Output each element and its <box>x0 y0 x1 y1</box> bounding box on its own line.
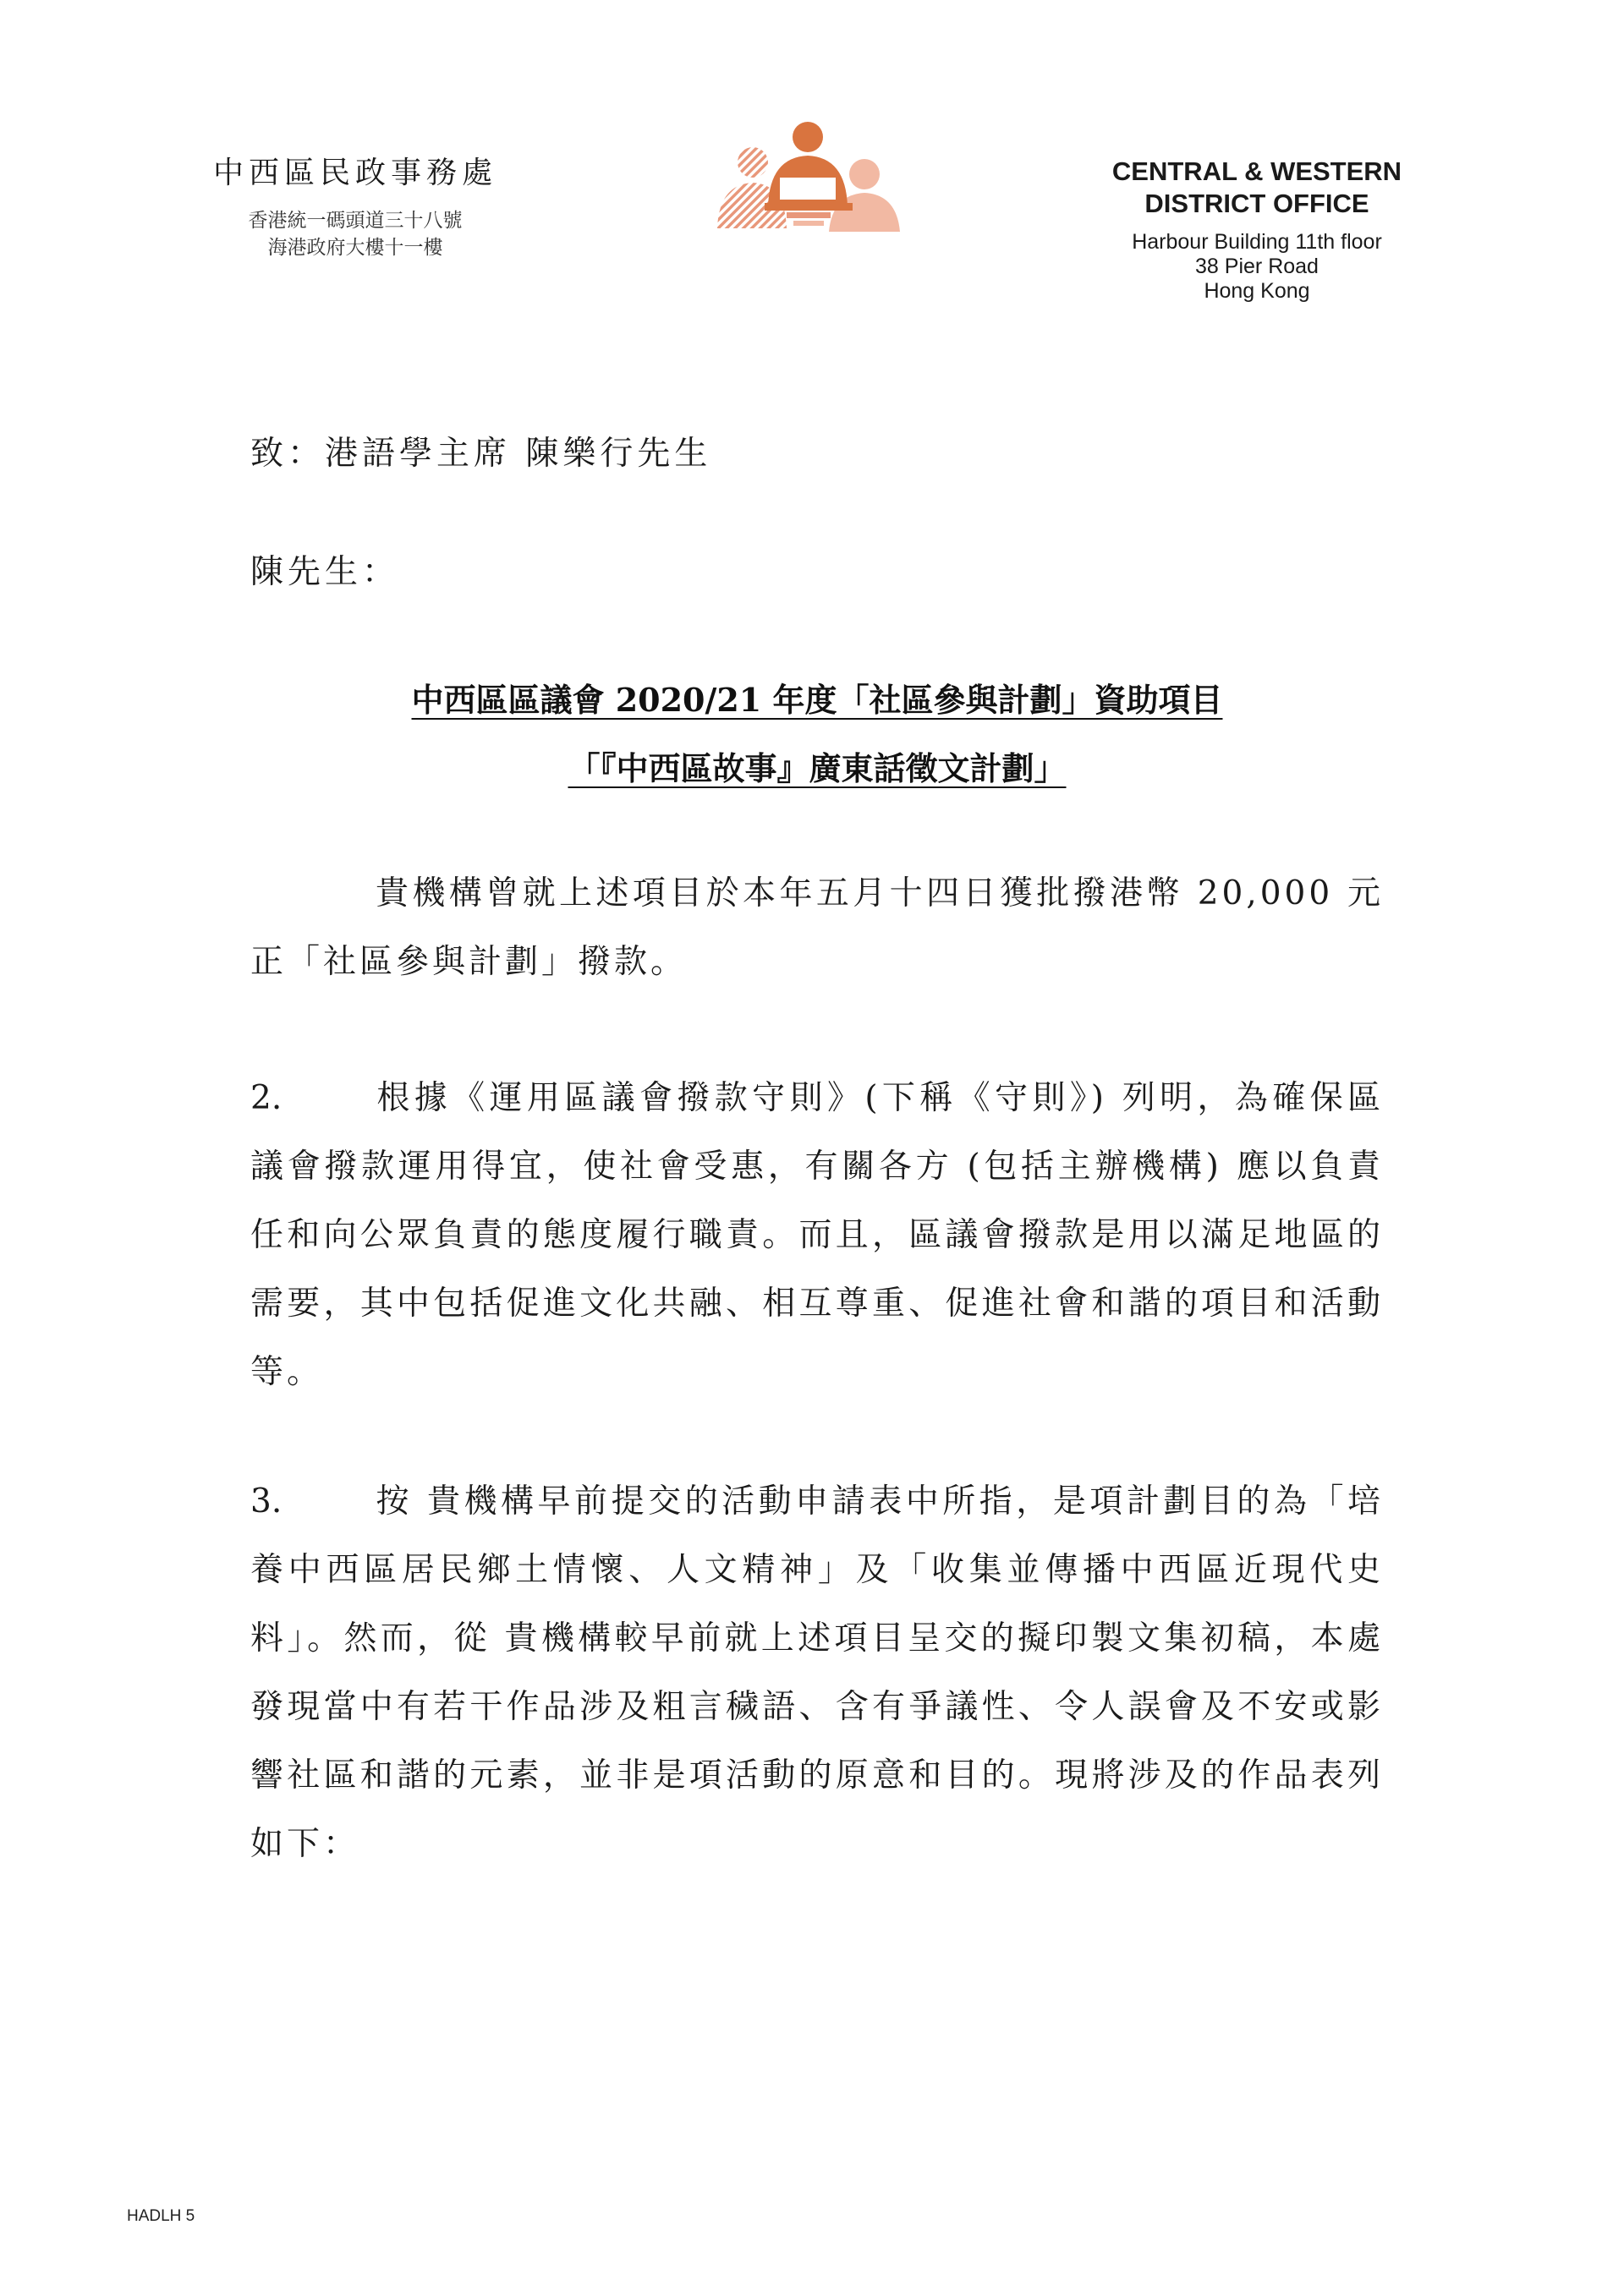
paragraph-text: 貴機構曾就上述項目於本年五月十四日獲批撥港幣 20,000 元正「社區參與計劃」撥款。 <box>250 874 1384 981</box>
letterhead-english <box>1088 156 1426 304</box>
paragraph-2 <box>250 1064 1384 1406</box>
greeting-line: 陳先生： <box>250 553 400 591</box>
address-line: 香港統一碼頭道三十八號 <box>248 210 463 232</box>
office-address-english <box>1088 230 1426 304</box>
paragraph-1 <box>250 859 1384 996</box>
subject-heading <box>250 674 1384 721</box>
letterhead-chinese <box>169 149 541 261</box>
paragraph-3 <box>250 1467 1384 1878</box>
paragraph-number: 2. <box>250 1079 283 1117</box>
subject-line: 中西區區議會 2020/21 年度「社區參與計劃」資助項目 <box>411 681 1223 719</box>
district-office-logo-icon <box>709 118 905 233</box>
subject-subheading <box>250 743 1384 789</box>
office-name-chinese: 中西區民政事務處 <box>212 156 497 190</box>
office-address-chinese <box>169 207 541 261</box>
address-line: 海港政府大樓十一樓 <box>267 237 443 259</box>
paragraph-text: 根據《運用區議會撥款守則》(下稱《守則》) 列明，為確保區議會撥款運用得宜，使社會受惠，有關各方 (包括主辦機構) 應以負責任和向公眾負責的態度履行職責。而且，區議會撥款是用以滿足地區的需要，其中包括促進文化共融、相互尊重、促進社會和諧的項目和活動等。 <box>250 1079 1384 1391</box>
paragraph-number: 3. <box>250 1482 283 1521</box>
office-name-line: CENTRAL & WESTERN <box>1111 156 1402 186</box>
recipient-line: 致：港語學主席 陳樂行先生 <box>250 435 712 473</box>
office-name-line: DISTRICT OFFICE <box>1144 189 1369 218</box>
address-line: Harbour Building 11th floor <box>1132 230 1382 254</box>
office-name-english <box>1088 156 1426 220</box>
address-line: 38 Pier Road <box>1195 255 1319 278</box>
address-line: Hong Kong <box>1204 279 1310 303</box>
form-code: HADLH 5 <box>127 2207 195 2225</box>
paragraph-text: 按 貴機構早前提交的活動申請表中所指，是項計劃目的為「培養中西區居民鄉土情懷、人文精神」及「收集並傳播中西區近現代史料」。然而，從 貴機構較早前就上述項目呈交的擬印製文集初稿，本處發現當中有若干作品涉及粗言穢語、含有爭議性、令人誤會及不安或影響社區和諧的元素，並非是項活動的原意和目的。現將涉及的作品表列如下： <box>250 1482 1384 1863</box>
subject-line: 「『中西區故事』廣東話徵文計劃」 <box>568 749 1067 787</box>
